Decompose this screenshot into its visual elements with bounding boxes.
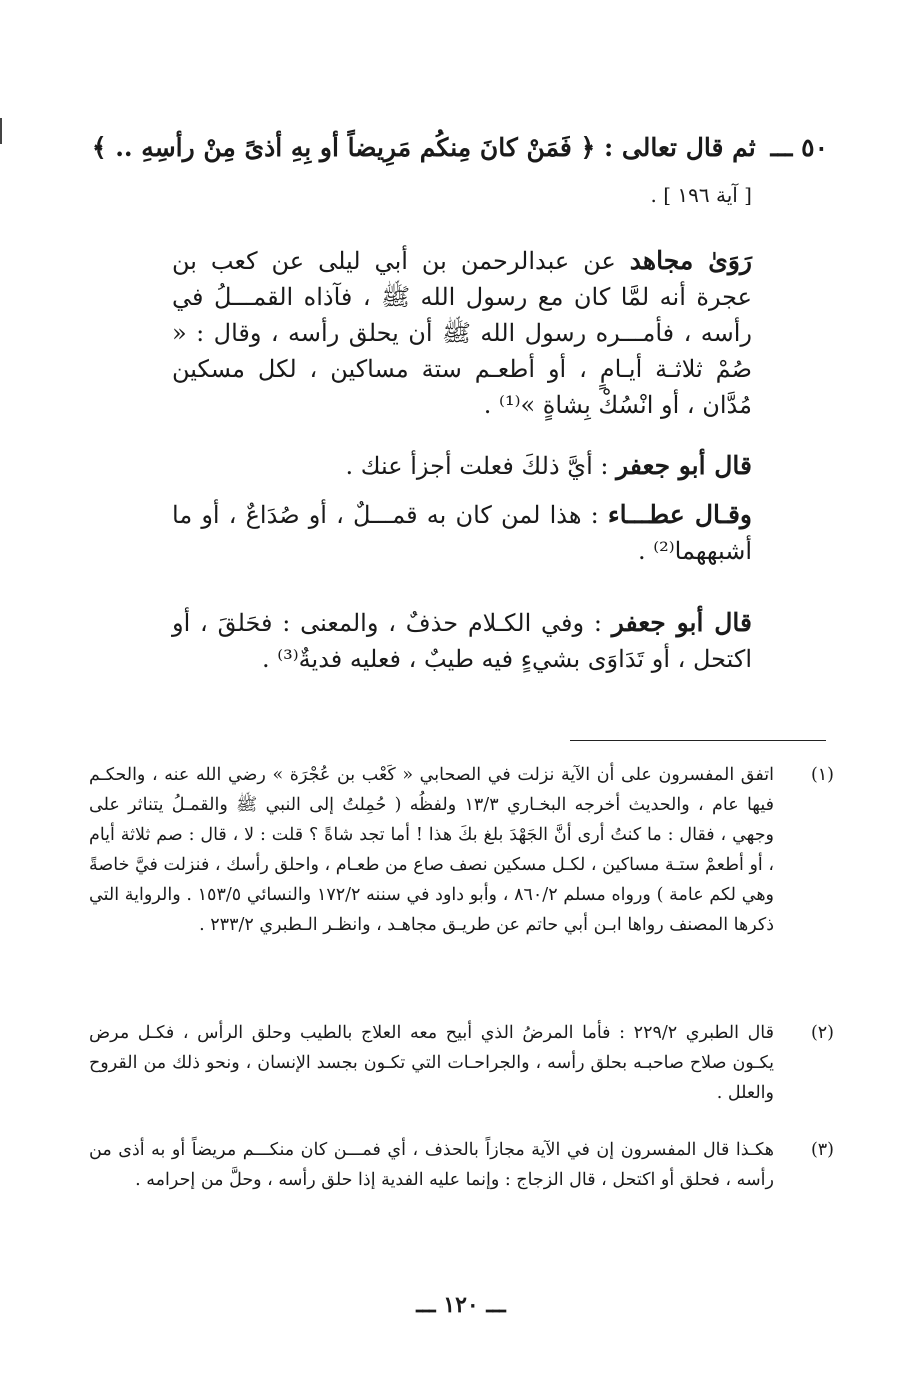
- paragraph-ata: [172, 497, 752, 569]
- footnote-divider: [570, 740, 826, 741]
- paragraph-abu-jafar-1: [172, 448, 752, 484]
- paragraph-text: عن عبدالرحمن بن أبي ليلى عن كعب بن عجرة أنه لمَّا كان مع رسول الله ﷺ ، فآذاه القمـــلُ في رأسه ، فأمـــره رسول الله ﷺ أن يحلق رأسه ، وقال : « صُمْ ثلاثـة أيـامٍ ، أو أطعـم ستة مساكين ، لكل مسكين مُدَّان ، أو انْسُكْ بِشاةٍ »⁽¹⁾ .: [172, 247, 752, 419]
- footnote-text: قال الطبري ٢٢٩/٢ : فأما المرضُ الذي أبيح معه العلاج بالطيب وحلق الرأس ، فكـل مرض يكـون صلاح صاحبـه بحلق رأسه ، والجراحـات التي تكـون بجسد الإنسان ، ونحو ذلك من القروح والعلل .: [89, 1023, 774, 1103]
- paragraph-abu-jafar-2: [172, 605, 752, 677]
- paragraph-text: : أيَّ ذلكَ فعلت أجزأ عنك .: [345, 452, 617, 480]
- verse-reference: [ آية ١٩٦ ] .: [650, 183, 752, 207]
- quranic-verse: ﴿ فَمَنْ كانَ مِنكُم مَرِيضاً أو بِهِ أذىً مِنْ رأسِهِ .. ﴾: [91, 133, 596, 162]
- footnote-text: هكـذا قال المفسرون إن في الآية مجازاً بالحذف ، أي فمـــن كان منكـــم مريضاً أو به أذى من رأسه ، فحلق أو اكتحل ، قال الزجاج : وإنما عليه الفدية إذا حلق رأسه ، وحلَّ من إحرامه .: [89, 1140, 774, 1190]
- paragraph-text: : وفي الكـلام حذفٌ ، والمعنى : فحَلقَ ، أو اكتحل ، أو تَدَاوَى بشيءٍ فيه طيبٌ ، فعليه فديةٌ⁽³⁾ .: [172, 609, 752, 673]
- footnote-label: (٣): [810, 1140, 834, 1160]
- footnote-3: [89, 1135, 834, 1195]
- paragraph-mujahid: [172, 243, 752, 423]
- section-intro: ثم قال تعالى :: [603, 133, 756, 162]
- paragraph-lead: رَوَىٰ مجاهد: [629, 246, 752, 275]
- section-number: ٥٠ ـــ: [770, 133, 828, 162]
- page-number: ـــ ١٢٠ ـــ: [416, 1292, 506, 1318]
- paragraph-lead: قال أبو جعفر: [611, 608, 753, 637]
- paragraph-lead: قال أبو جعفر: [616, 451, 752, 480]
- margin-mark: [0, 118, 2, 144]
- footnote-text: اتفق المفسرون على أن الآية نزلت في الصحابي « كَعْب بن عُجْرَة » رضي الله عنه ، والحكـم فيها عام ، والحديث أخرجه البخـاري ١٣/٣ ولفظُه ( حُمِلتُ إلى النبي ﷺ والقمـلُ يتناثر على وجهي ، فقال : ما كنتُ أرى أنَّ الجَهْدَ بلغ بكَ هذا ! أما تجد شاةً ؟ قلت : لا ، قال : صم ثلاثة أيام ، أو أطعمْ ستـة مساكين ، لكـل مسكين نصف صاع من طعـام ، واحلق رأسك ، فنزلت فيَّ خاصةً وهي لكم عامة ) ورواه مسلم ٨٦٠/٢ ، وأبو داود في سننه ١٧٢/٢ والنسائي ١٥٣/٥ . والرواية التي ذكرها المصنف رواها ابـن أبي حاتم عن طريـق مجاهـد ، وانظـر الـطبري ٢٣٣/٢ .: [89, 765, 775, 935]
- footnote-1: [89, 760, 834, 940]
- paragraph-text: : هذا لمن كان به قمـــلٌ ، أو صُدَاعٌ ، أو ما أشبههما⁽²⁾ .: [172, 501, 752, 565]
- footnote-label: (٢): [810, 1023, 834, 1043]
- footnote-label: (١): [810, 765, 834, 785]
- section-heading: [88, 128, 828, 168]
- footnote-2: [89, 1018, 834, 1108]
- paragraph-lead: وقـال عطـــاء: [607, 500, 752, 529]
